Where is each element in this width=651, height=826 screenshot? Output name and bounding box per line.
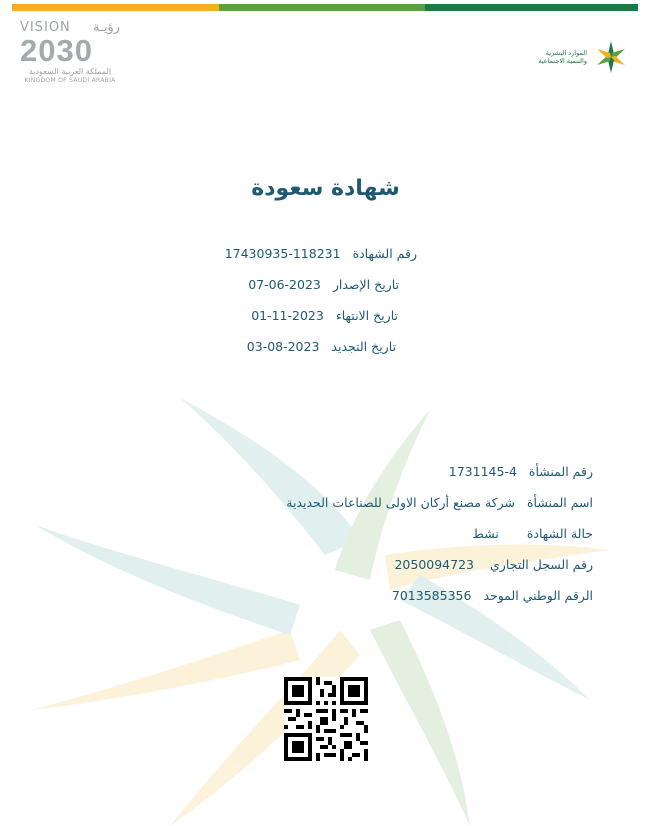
commercial-register-value: 2050094723	[394, 557, 474, 572]
establishment-name-row	[286, 495, 593, 510]
certificate-number-label: رقم الشهادة	[352, 246, 417, 261]
unified-number-value: 7013585356	[391, 588, 472, 603]
ministry-logo	[538, 40, 629, 74]
qr-code-icon	[284, 677, 368, 761]
certificate-status-row	[472, 526, 593, 541]
unified-number-row	[392, 588, 593, 603]
ministry-line-2: والتنمية الاجتماعية	[538, 57, 587, 65]
issue-date-row	[248, 277, 399, 292]
establishment-number-row	[449, 464, 593, 479]
expiry-date-row	[251, 308, 398, 323]
renewal-date-row	[247, 339, 396, 354]
ministry-star-icon	[593, 40, 629, 74]
vision-word: VISION	[20, 20, 71, 35]
commercial-register-label: رقم السجل التجاري	[490, 557, 593, 572]
certificate-status-value: نشط	[472, 526, 499, 541]
certificate-number-value: 118231-17430935	[224, 246, 341, 261]
issue-date-label: تاريخ الإصدار	[332, 277, 399, 292]
vision-english-country: KINGDOM OF SAUDI ARABIA	[24, 77, 116, 84]
vision-year: 2030	[20, 33, 93, 68]
establishment-name-label: اسم المنشأة	[526, 495, 593, 510]
renewal-date-value: 2023-08-03	[246, 339, 320, 354]
commercial-register-row	[394, 557, 593, 572]
expiry-date-label: تاريخ الانتهاء	[335, 308, 398, 323]
page-title: شهادة سعودة	[251, 176, 400, 201]
certificate-status-label: حالة الشهادة	[526, 526, 593, 541]
top-bar-green	[219, 4, 425, 11]
vision-2030-logo	[20, 20, 130, 92]
unified-number-label: الرقم الوطني الموحد	[483, 588, 593, 603]
establishment-number-value: 4-1731145	[448, 464, 517, 479]
renewal-date-label: تاريخ التجديد	[331, 339, 396, 354]
vision-arabic-word: رؤيـة	[93, 20, 120, 35]
top-color-bar	[12, 4, 638, 11]
establishment-number-label: رقم المنشأة	[528, 464, 593, 479]
top-bar-dark-green	[425, 4, 638, 11]
ministry-line-1: الموارد البشرية	[545, 49, 587, 57]
vision-arabic-country: المملكة العربية السعودية	[28, 67, 112, 76]
establishment-name-value: شركة مصنع أركان الاولى للصناعات الحديدية	[286, 495, 515, 510]
certificate-number-row	[225, 246, 417, 261]
top-bar-yellow	[12, 4, 219, 11]
issue-date-value: 2023-06-07	[248, 277, 321, 292]
expiry-date-value: 2023-11-01	[251, 308, 324, 323]
